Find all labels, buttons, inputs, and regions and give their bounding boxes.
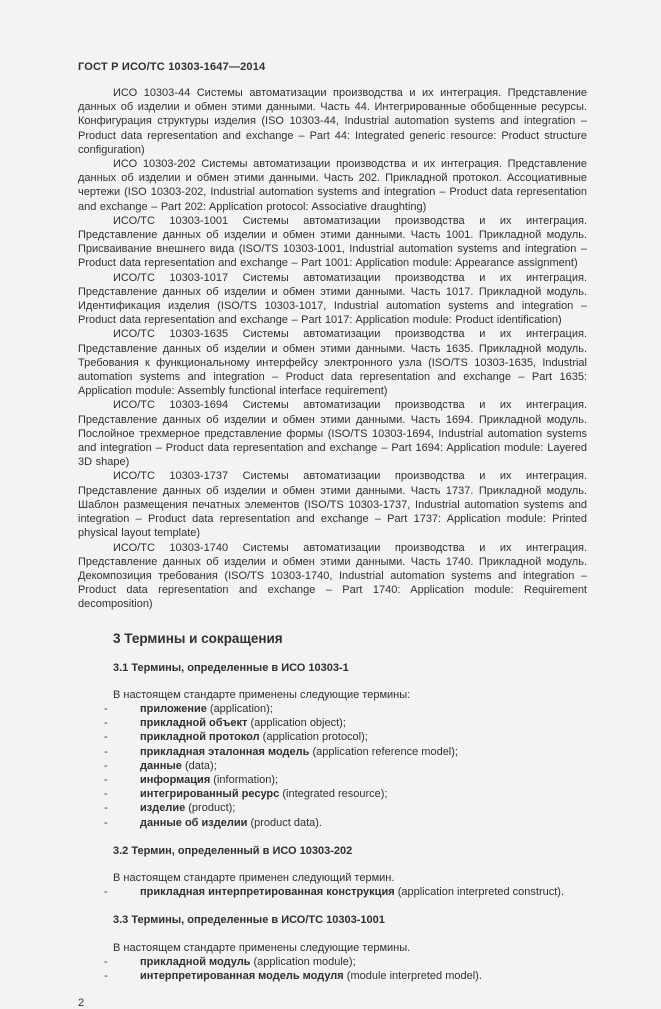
term-list-item [78, 955, 587, 969]
term-ru: приложение [140, 702, 207, 715]
list-dash: - [104, 969, 108, 982]
term-list-item [78, 702, 587, 716]
list-dash: - [104, 816, 108, 829]
list-dash: - [104, 802, 108, 815]
term-en: (application interpreted construct). [397, 886, 565, 899]
list-dash: - [104, 731, 108, 744]
document-header: ГОСТ Р ИСО/ТС 10303-1647—2014 [78, 61, 266, 73]
section-heading-3: 3 Термины и сокращения [113, 630, 283, 646]
subsection-3-1-intro: В настоящем стандарте применены следующие термины: [113, 688, 411, 701]
term-en: (application); [209, 702, 273, 715]
term-ru: интегрированный ресурс [140, 788, 280, 801]
term-ru: прикладная эталонная модель [140, 745, 310, 758]
list-dash: - [104, 745, 108, 758]
reference-paragraph: ИСО 10303-44 Системы автоматизации производства и их интеграция. Представление данных об изделии и обмен этими данными. Часть 44. Интегрированные обобщенные ресурсы. Конфигурация структуры изделия (ISO 10303-44, Industrial automation systems and integration – Product data representation and exchange – Part 44: Integrated generic resource: Product structure configuration) [78, 87, 587, 156]
term-ru: прикладной протокол [140, 731, 260, 744]
term-list-item [78, 969, 587, 983]
term-list-item [78, 730, 587, 744]
term-list-item [78, 787, 587, 801]
term-list-item [78, 801, 587, 815]
term-en: (application protocol); [262, 731, 368, 744]
subsection-heading-3-3: 3.3 Термины, определенные в ИСО/ТС 10303-1001 [113, 914, 385, 927]
term-en: (application module); [253, 955, 356, 968]
list-dash: - [104, 717, 108, 730]
list-dash: - [104, 759, 108, 772]
subsection-3-3-intro: В настоящем стандарте применены следующие термины. [113, 941, 411, 954]
term-en: (application reference model); [312, 745, 458, 758]
term-ru: прикладная интерпретированная конструкция [140, 886, 395, 899]
reference-paragraph: ИСО/ТС 10303-1017 Системы автоматизации производства и их интеграция. Представление данных об изделии и обмен этими данными. Часть 1017. Прикладной модуль. Идентификация изделия (ISO/TS 10303-1017, Industrial automation systems and integration – Product data representation and exchange – Part 1017: Application module: Product identification) [78, 271, 587, 327]
term-en: (module interpreted model). [346, 969, 482, 982]
term-ru: прикладной объект [140, 717, 248, 730]
term-en: (product data). [250, 816, 322, 829]
terms-list-3-3 [78, 955, 587, 983]
term-ru: интерпретированная модель модуля [140, 969, 344, 982]
terms-list-3-2 [78, 885, 587, 899]
term-list-item [78, 816, 587, 830]
term-list-item [78, 759, 587, 773]
subsection-heading-3-1: 3.1 Термины, определенные в ИСО 10303-1 [113, 661, 349, 674]
subsection-heading-3-2: 3.2 Термин, определенный в ИСО 10303-202 [113, 844, 353, 857]
list-dash: - [104, 773, 108, 786]
normative-references [78, 86, 587, 612]
term-list-item [78, 716, 587, 730]
term-ru: данные об изделии [140, 816, 248, 829]
list-dash: - [104, 788, 108, 801]
term-en: (integrated resource); [282, 788, 388, 801]
term-ru: данные [140, 759, 182, 772]
reference-paragraph: ИСО/ТС 10303-1694 Системы автоматизации производства и их интеграция. Представление данных об изделии и обмен этими данными. Часть 1694. Прикладной модуль. Послойное трехмерное представление формы (ISO/TS 10303-1694, Industrial automation systems and integration – Product data representation and exchange – Part 1694: Application module: Layered 3D shape) [78, 399, 587, 469]
term-list-item [78, 773, 587, 787]
term-list-item [78, 745, 587, 759]
term-en: (product); [188, 802, 236, 815]
term-en: (application object); [250, 717, 346, 730]
list-dash: - [104, 955, 108, 968]
subsection-3-2-intro: В настоящем стандарте применен следующий термин. [113, 871, 395, 884]
reference-paragraph: ИСО/ТС 10303-1635 Системы автоматизации производства и их интеграция. Представление данных об изделии и обмен этими данными. Часть 1635. Прикладной модуль. Требования к функциональному интерфейсу электронного узла (ISO/TS 10303-1635, Industrial automation systems and integration – Product data representation and exchange – Part 1635: Application module: Assembly functional interface requirement) [78, 328, 587, 398]
term-en: (information); [213, 773, 279, 786]
term-ru: информация [140, 773, 211, 786]
term-ru: прикладной модуль [140, 955, 251, 968]
list-dash: - [104, 886, 108, 899]
term-en: (data); [184, 759, 217, 772]
reference-paragraph: ИСО/ТС 10303-1001 Системы автоматизации производства и их интеграция. Представление данных об изделии и обмен этими данными. Часть 1001. Прикладной модуль. Присваивание внешнего вида (ISO/TS 10303-1001, Industrial automation systems and integration – Product data representation and exchange – Part 1001: Application module: Appearance assignment) [78, 214, 587, 270]
reference-paragraph: ИСО/ТС 10303-1737 Системы автоматизации производства и их интеграция. Представление данных об изделии и обмен этими данными. Часть 1737. Прикладной модуль. Шаблон размещения печатных элементов (ISO/TS 10303-1737, Industrial automation systems and integration – Product data representation and exchange – Part 1737: Application module: Printed physical layout template) [78, 470, 587, 540]
page-number: 2 [78, 997, 85, 1009]
reference-paragraph: ИСО 10303-202 Системы автоматизации производства и их интеграция. Представление данных об изделии и обмен этими данными. Часть 202. Прикладной протокол. Ассоциативные чертежи (ISO 10303-202, Industrial automation systems and integration – Product data representation and exchange – Part 202: Application protocol: Associative draughting) [78, 158, 587, 213]
terms-list-3-1 [78, 702, 587, 830]
term-ru: изделие [140, 802, 186, 815]
reference-paragraph: ИСО/ТС 10303-1740 Системы автоматизации производства и их интеграция. Представление данных об изделии и обмен этими данными. Часть 1740. Прикладной модуль. Декомпозиция требования (ISO/TS 10303-1740, Industrial automation systems and integration – Product data representation and exchange – Part 1740: Application module: Requirement decomposition) [78, 541, 587, 611]
list-dash: - [104, 702, 108, 715]
term-list-item [78, 885, 587, 899]
